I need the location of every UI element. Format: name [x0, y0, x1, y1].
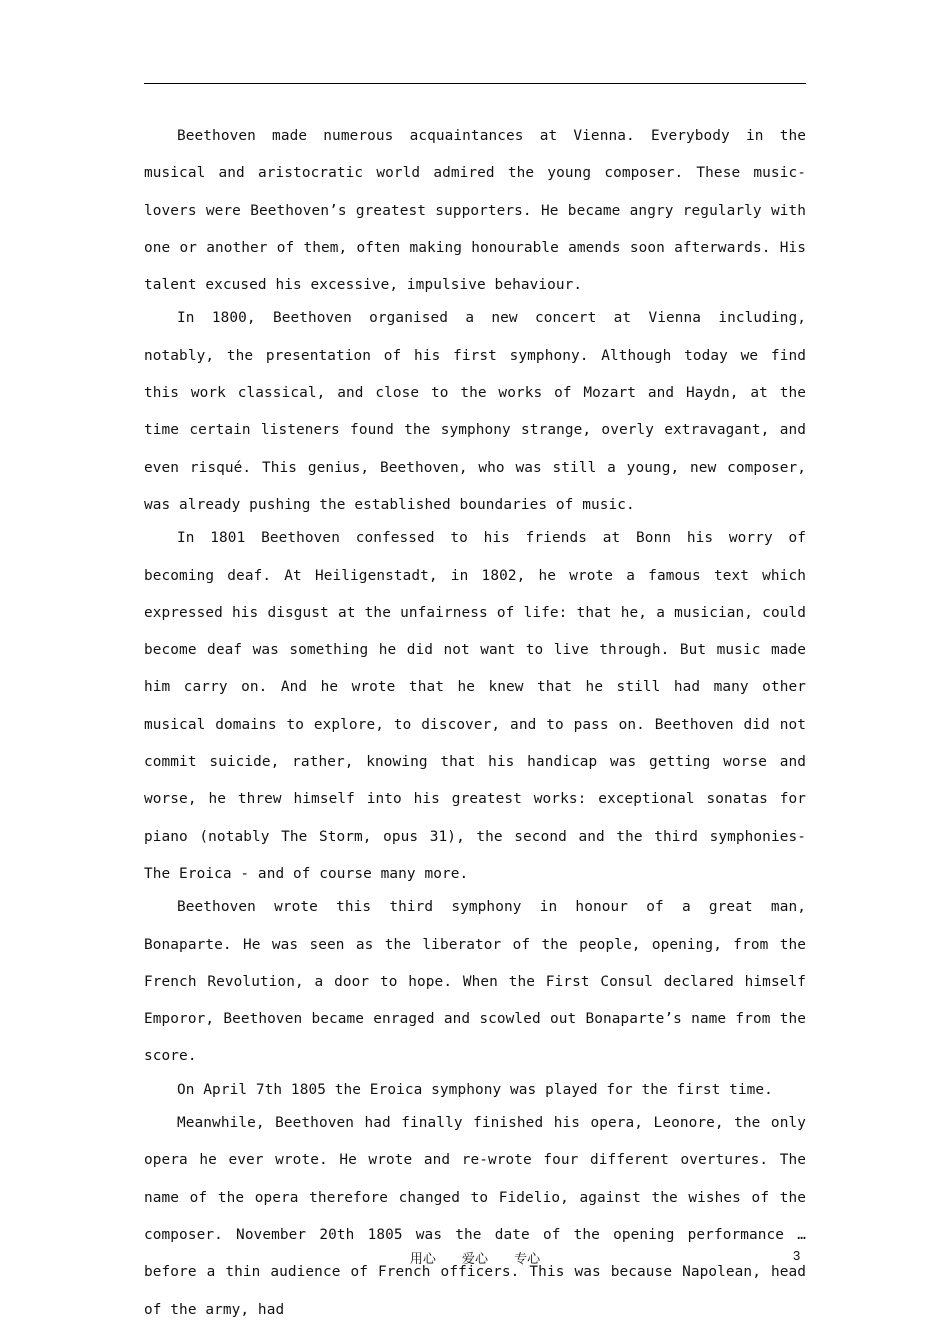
paragraph-5: On April 7th 1805 the Eroica symphony was played for the first time.	[177, 1081, 773, 1098]
page-number: 3	[793, 1248, 801, 1263]
paragraph-3: In 1801 Beethoven confessed to his friends at Bonn his worry of becoming deaf. At Heiligenstadt, in 1802, he wrote a famous text which expressed his disgust at the unfairness of life: that he, a musician, could become deaf was something he did not want to live through. But music made him carry on. And he wrote that he knew that he still had many other musical domains to explore, to discover, and to pass on. Beethoven did not commit suicide, rather, knowing that his handicap was getting worse and worse, he threw himself into his greatest works: exceptional sonatas for piano (notably The Storm, opus 31), the second and the third symphonies- The Eroica - and of course many more.	[144, 530, 806, 882]
document-body	[144, 118, 806, 1325]
footer-motto-2: 爱心	[461, 1252, 488, 1267]
footer-motto-1: 用心	[409, 1252, 436, 1267]
paragraph-2: In 1800, Beethoven organised a new concert at Vienna including, notably, the presentation of his first symphony. Although today we find this work classical, and close to the works of Mozart and Haydn, at the time certain listeners found the symphony strange, overly extravagant, and even risqué. This genius, Beethoven, who was still a young, new composer, was already pushing the established boundaries of music.	[144, 310, 806, 513]
paragraph-4: Beethoven wrote this third symphony in honour of a great man, Bonaparte. He was seen as the liberator of the people, opening, from the French Revolution, a door to hope. When the First Consul declared himself Emporor, Beethoven became enraged and scowled out Bonaparte’s name from the score.	[144, 899, 806, 1065]
footer-motto	[0, 1248, 950, 1267]
paragraph-1: Beethoven made numerous acquaintances at Vienna. Everybody in the musical and aristocratic world admired the young composer. These music-lovers were Beethoven’s greatest supporters. He became angry regularly with one or another of them, often making honourable amends soon afterwards. His talent excused his excessive, impulsive behaviour.	[144, 128, 806, 294]
paragraph-6: Meanwhile, Beethoven had finally finished his opera, Leonore, the only opera he ever wrote. He wrote and re-wrote four different overtures. The name of the opera therefore changed to Fidelio, against the wishes of the composer. November 20th 1805 was the date of the opening performance … before a thin audience of French officers. This was because Napolean, head of the army, had	[144, 1115, 806, 1318]
footer-motto-3: 专心	[514, 1252, 541, 1267]
header-rule	[144, 83, 806, 84]
